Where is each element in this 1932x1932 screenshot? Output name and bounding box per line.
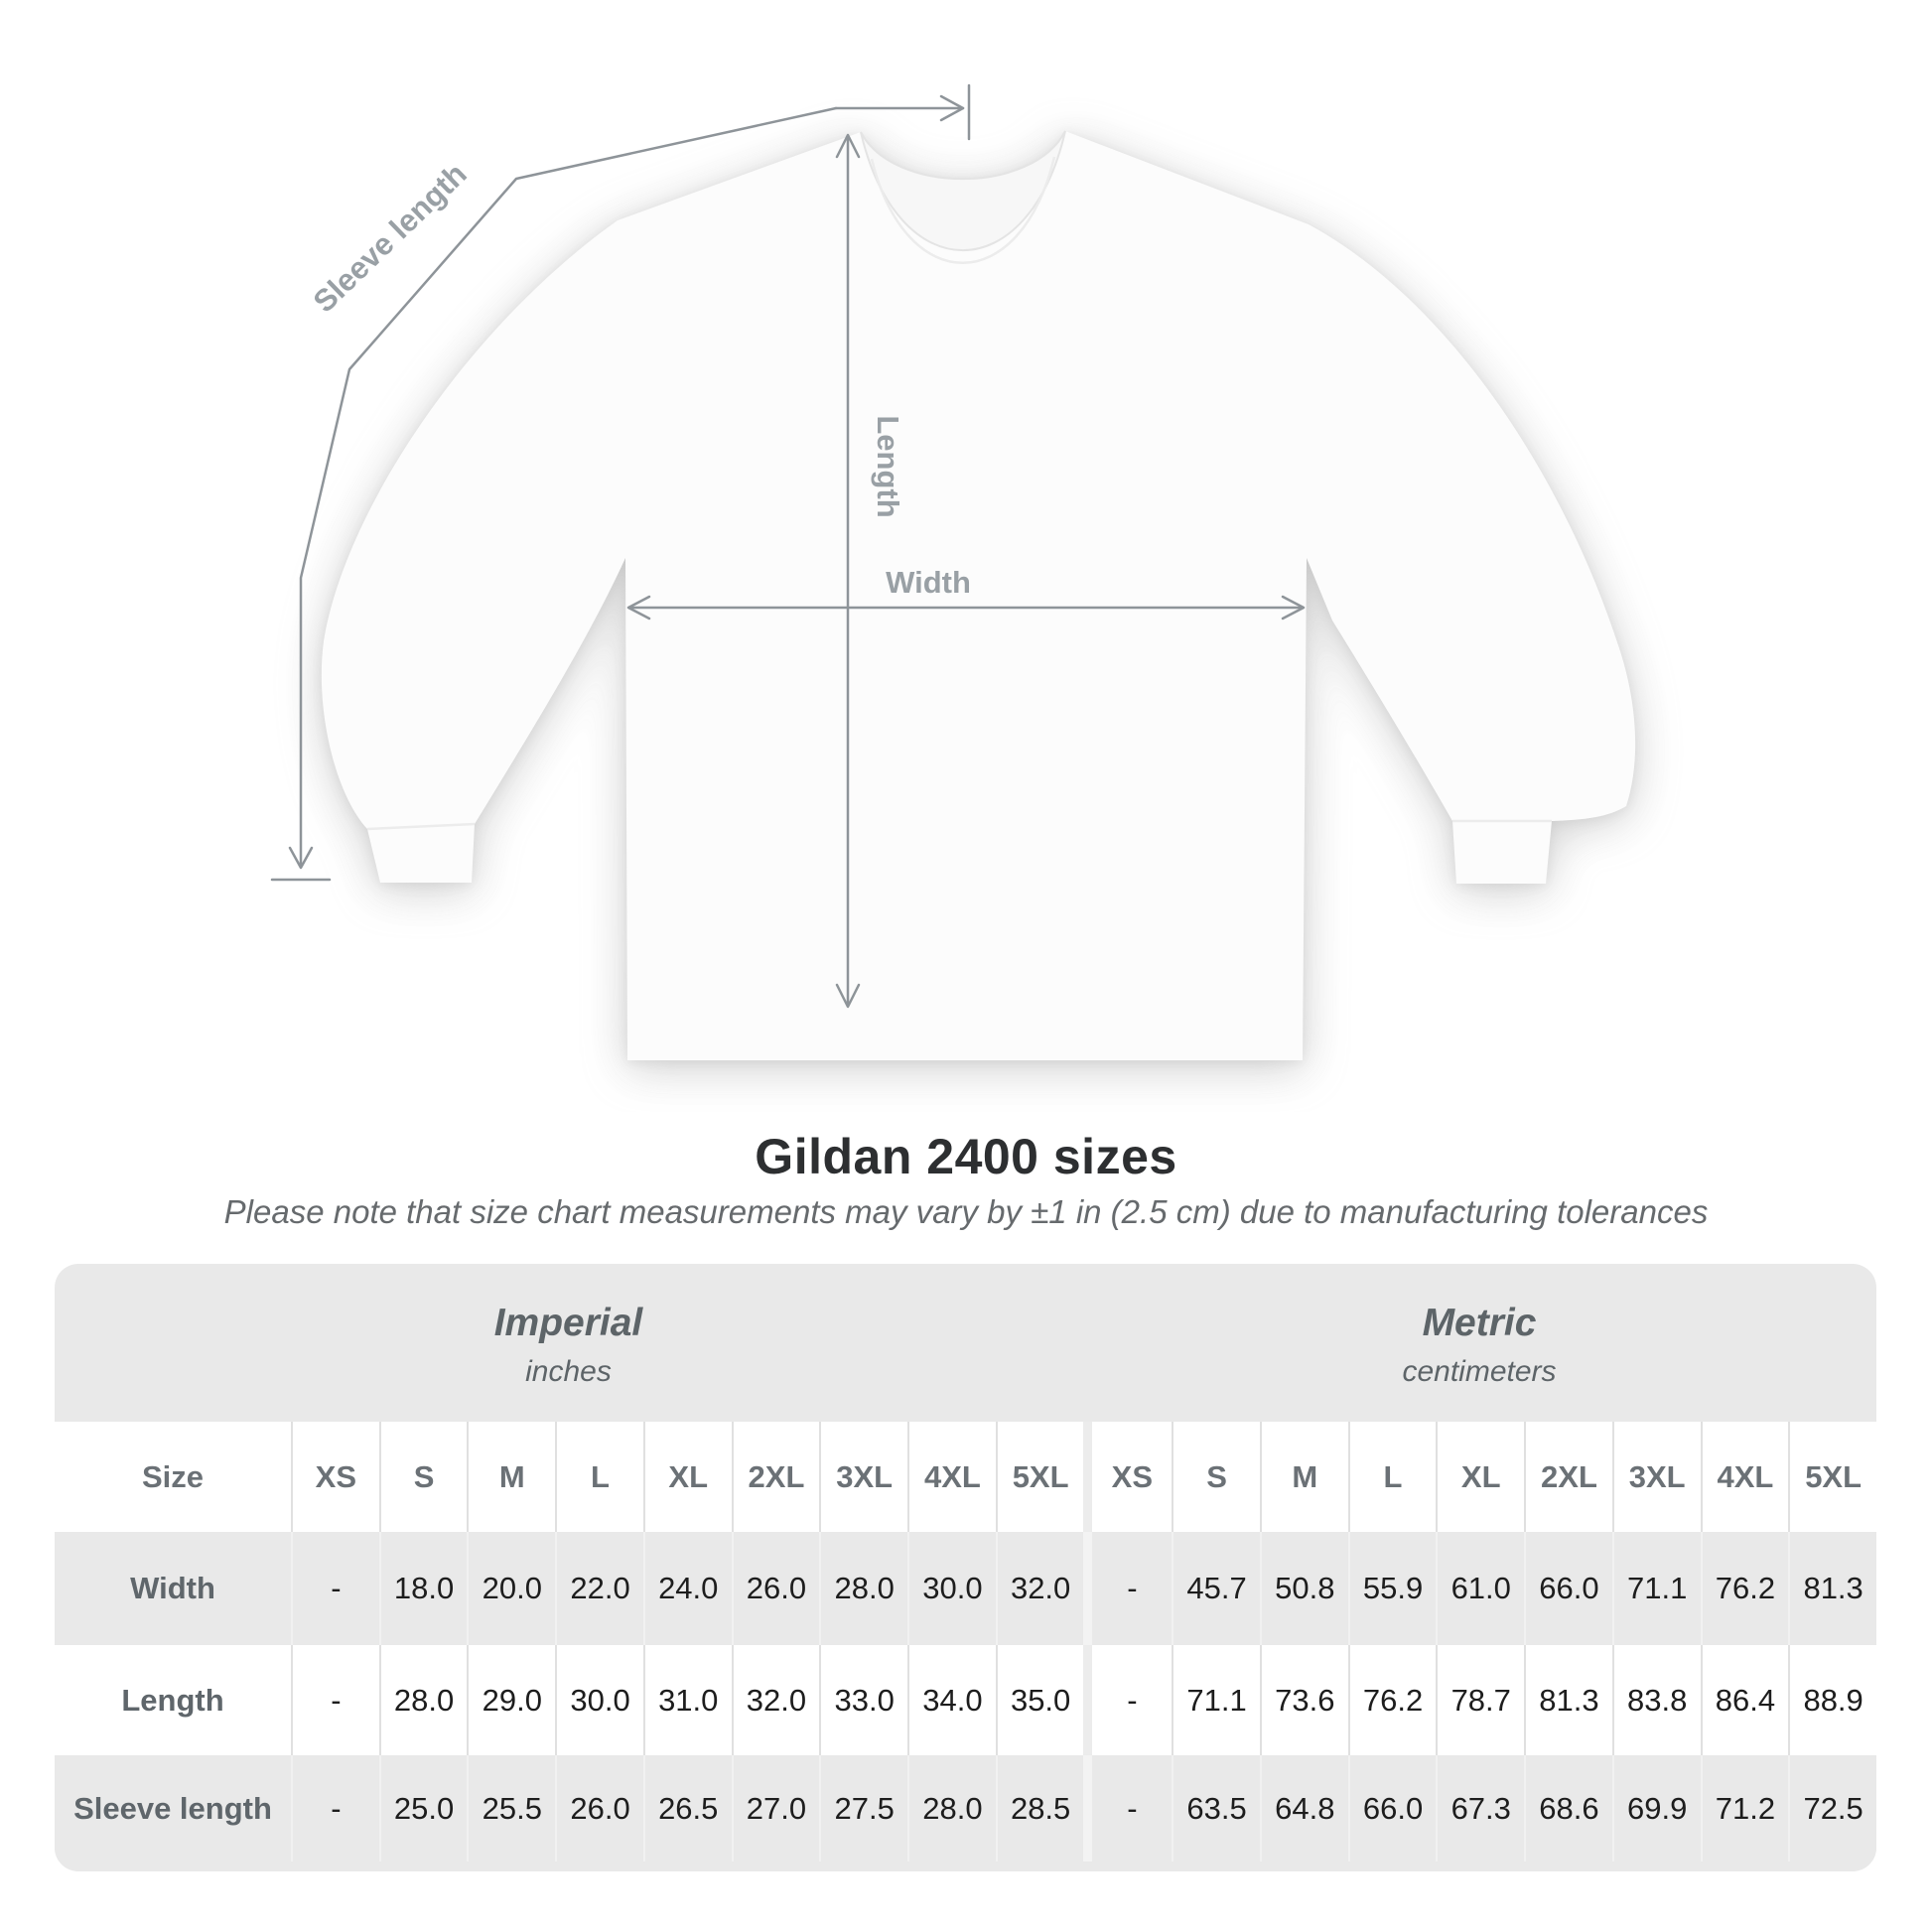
shirt-silhouette bbox=[322, 131, 1635, 1060]
value-cell: 28.0 bbox=[379, 1645, 468, 1755]
value-cell: 83.8 bbox=[1612, 1645, 1701, 1755]
value-cell: - bbox=[291, 1532, 379, 1645]
size-cell: XS bbox=[291, 1422, 379, 1532]
value-cell: 25.0 bbox=[379, 1755, 468, 1862]
value-cell: 86.4 bbox=[1701, 1645, 1789, 1755]
value-cell: 24.0 bbox=[643, 1532, 732, 1645]
value-cell: 66.0 bbox=[1524, 1532, 1612, 1645]
value-cell: 34.0 bbox=[907, 1645, 996, 1755]
value-cell: 28.0 bbox=[819, 1532, 907, 1645]
size-cell: 4XL bbox=[1701, 1422, 1789, 1532]
value-cell: 50.8 bbox=[1260, 1532, 1348, 1645]
unit-band bbox=[55, 1264, 1876, 1422]
value-cell: - bbox=[1083, 1755, 1172, 1862]
value-cell: 31.0 bbox=[643, 1645, 732, 1755]
value-cell: - bbox=[291, 1755, 379, 1862]
value-cell: 26.5 bbox=[643, 1755, 732, 1862]
width-label: Width bbox=[886, 565, 971, 600]
value-cell: 72.5 bbox=[1788, 1755, 1876, 1862]
size-cell: 3XL bbox=[819, 1422, 907, 1532]
value-cell: 26.0 bbox=[732, 1532, 820, 1645]
value-cell: 33.0 bbox=[819, 1645, 907, 1755]
metric-unit: centimeters bbox=[1402, 1354, 1557, 1388]
value-cell: 32.0 bbox=[996, 1532, 1084, 1645]
size-cell: S bbox=[379, 1422, 468, 1532]
value-cell: 81.3 bbox=[1524, 1645, 1612, 1755]
value-cell: 63.5 bbox=[1172, 1755, 1260, 1862]
size-cell: M bbox=[1260, 1422, 1348, 1532]
table-row-length bbox=[55, 1645, 1876, 1755]
value-cell: 28.0 bbox=[907, 1755, 996, 1862]
table-row-sleeve-length bbox=[55, 1755, 1876, 1862]
value-cell: 73.6 bbox=[1260, 1645, 1348, 1755]
size-cell: 3XL bbox=[1612, 1422, 1701, 1532]
value-cell: - bbox=[291, 1645, 379, 1755]
size-cell: 4XL bbox=[907, 1422, 996, 1532]
table-row-width bbox=[55, 1532, 1876, 1645]
value-cell: 27.5 bbox=[819, 1755, 907, 1862]
value-cell: 22.0 bbox=[555, 1532, 643, 1645]
size-cell: XS bbox=[1083, 1422, 1172, 1532]
value-cell: 32.0 bbox=[732, 1645, 820, 1755]
value-cell: 69.9 bbox=[1612, 1755, 1701, 1862]
value-cell: 61.0 bbox=[1436, 1532, 1524, 1645]
value-cell: 25.5 bbox=[467, 1755, 555, 1862]
row-label: Width bbox=[130, 1571, 215, 1605]
row-label: Length bbox=[121, 1682, 224, 1718]
value-cell: 27.0 bbox=[732, 1755, 820, 1862]
value-cell: 66.0 bbox=[1348, 1755, 1437, 1862]
metric-name: Metric bbox=[1422, 1301, 1537, 1344]
size-cell: L bbox=[1348, 1422, 1437, 1532]
value-cell: 28.5 bbox=[996, 1755, 1084, 1862]
value-cell: 29.0 bbox=[467, 1645, 555, 1755]
value-cell: 78.7 bbox=[1436, 1645, 1524, 1755]
size-table bbox=[55, 1264, 1876, 1871]
length-label: Length bbox=[871, 415, 905, 518]
sleeve-length-label: Sleeve length bbox=[306, 156, 474, 320]
size-cell: S bbox=[1172, 1422, 1260, 1532]
value-cell: 55.9 bbox=[1348, 1532, 1437, 1645]
value-cell: - bbox=[1083, 1645, 1172, 1755]
value-cell: 18.0 bbox=[379, 1532, 468, 1645]
value-cell: 64.8 bbox=[1260, 1755, 1348, 1862]
size-header-cell: Size bbox=[141, 1458, 205, 1494]
imperial-header bbox=[55, 1264, 1082, 1422]
imperial-name: Imperial bbox=[493, 1301, 643, 1344]
value-cell: - bbox=[1083, 1532, 1172, 1645]
page-subtitle: Please note that size chart measurements may vary by ±1 in (2.5 cm) due to manufacturing tolerances bbox=[223, 1193, 1709, 1230]
value-cell: 30.0 bbox=[907, 1532, 996, 1645]
value-cell: 71.1 bbox=[1172, 1645, 1260, 1755]
value-cell: 67.3 bbox=[1436, 1755, 1524, 1862]
value-cell: 30.0 bbox=[555, 1645, 643, 1755]
size-cell: L bbox=[555, 1422, 643, 1532]
value-cell: 35.0 bbox=[996, 1645, 1084, 1755]
value-cell: 71.2 bbox=[1701, 1755, 1789, 1862]
value-cell: 20.0 bbox=[467, 1532, 555, 1645]
value-cell: 81.3 bbox=[1788, 1532, 1876, 1645]
row-label: Sleeve length bbox=[73, 1790, 272, 1826]
metric-header bbox=[1082, 1264, 1876, 1422]
value-cell: 76.2 bbox=[1701, 1532, 1789, 1645]
page-title: Gildan 2400 sizes bbox=[755, 1129, 1177, 1184]
value-cell: 71.1 bbox=[1612, 1532, 1701, 1645]
value-cell: 88.9 bbox=[1788, 1645, 1876, 1755]
value-cell: 45.7 bbox=[1172, 1532, 1260, 1645]
size-cell: 2XL bbox=[732, 1422, 820, 1532]
value-cell: 68.6 bbox=[1524, 1755, 1612, 1862]
value-cell: 26.0 bbox=[555, 1755, 643, 1862]
imperial-unit: inches bbox=[525, 1354, 612, 1388]
size-cell: 5XL bbox=[996, 1422, 1084, 1532]
size-cell: XL bbox=[1436, 1422, 1524, 1532]
size-cell: M bbox=[467, 1422, 555, 1532]
size-header-row bbox=[55, 1422, 1876, 1532]
value-cell: 76.2 bbox=[1348, 1645, 1437, 1755]
size-cell: 5XL bbox=[1788, 1422, 1876, 1532]
size-cell: XL bbox=[643, 1422, 732, 1532]
size-cell: 2XL bbox=[1524, 1422, 1612, 1532]
